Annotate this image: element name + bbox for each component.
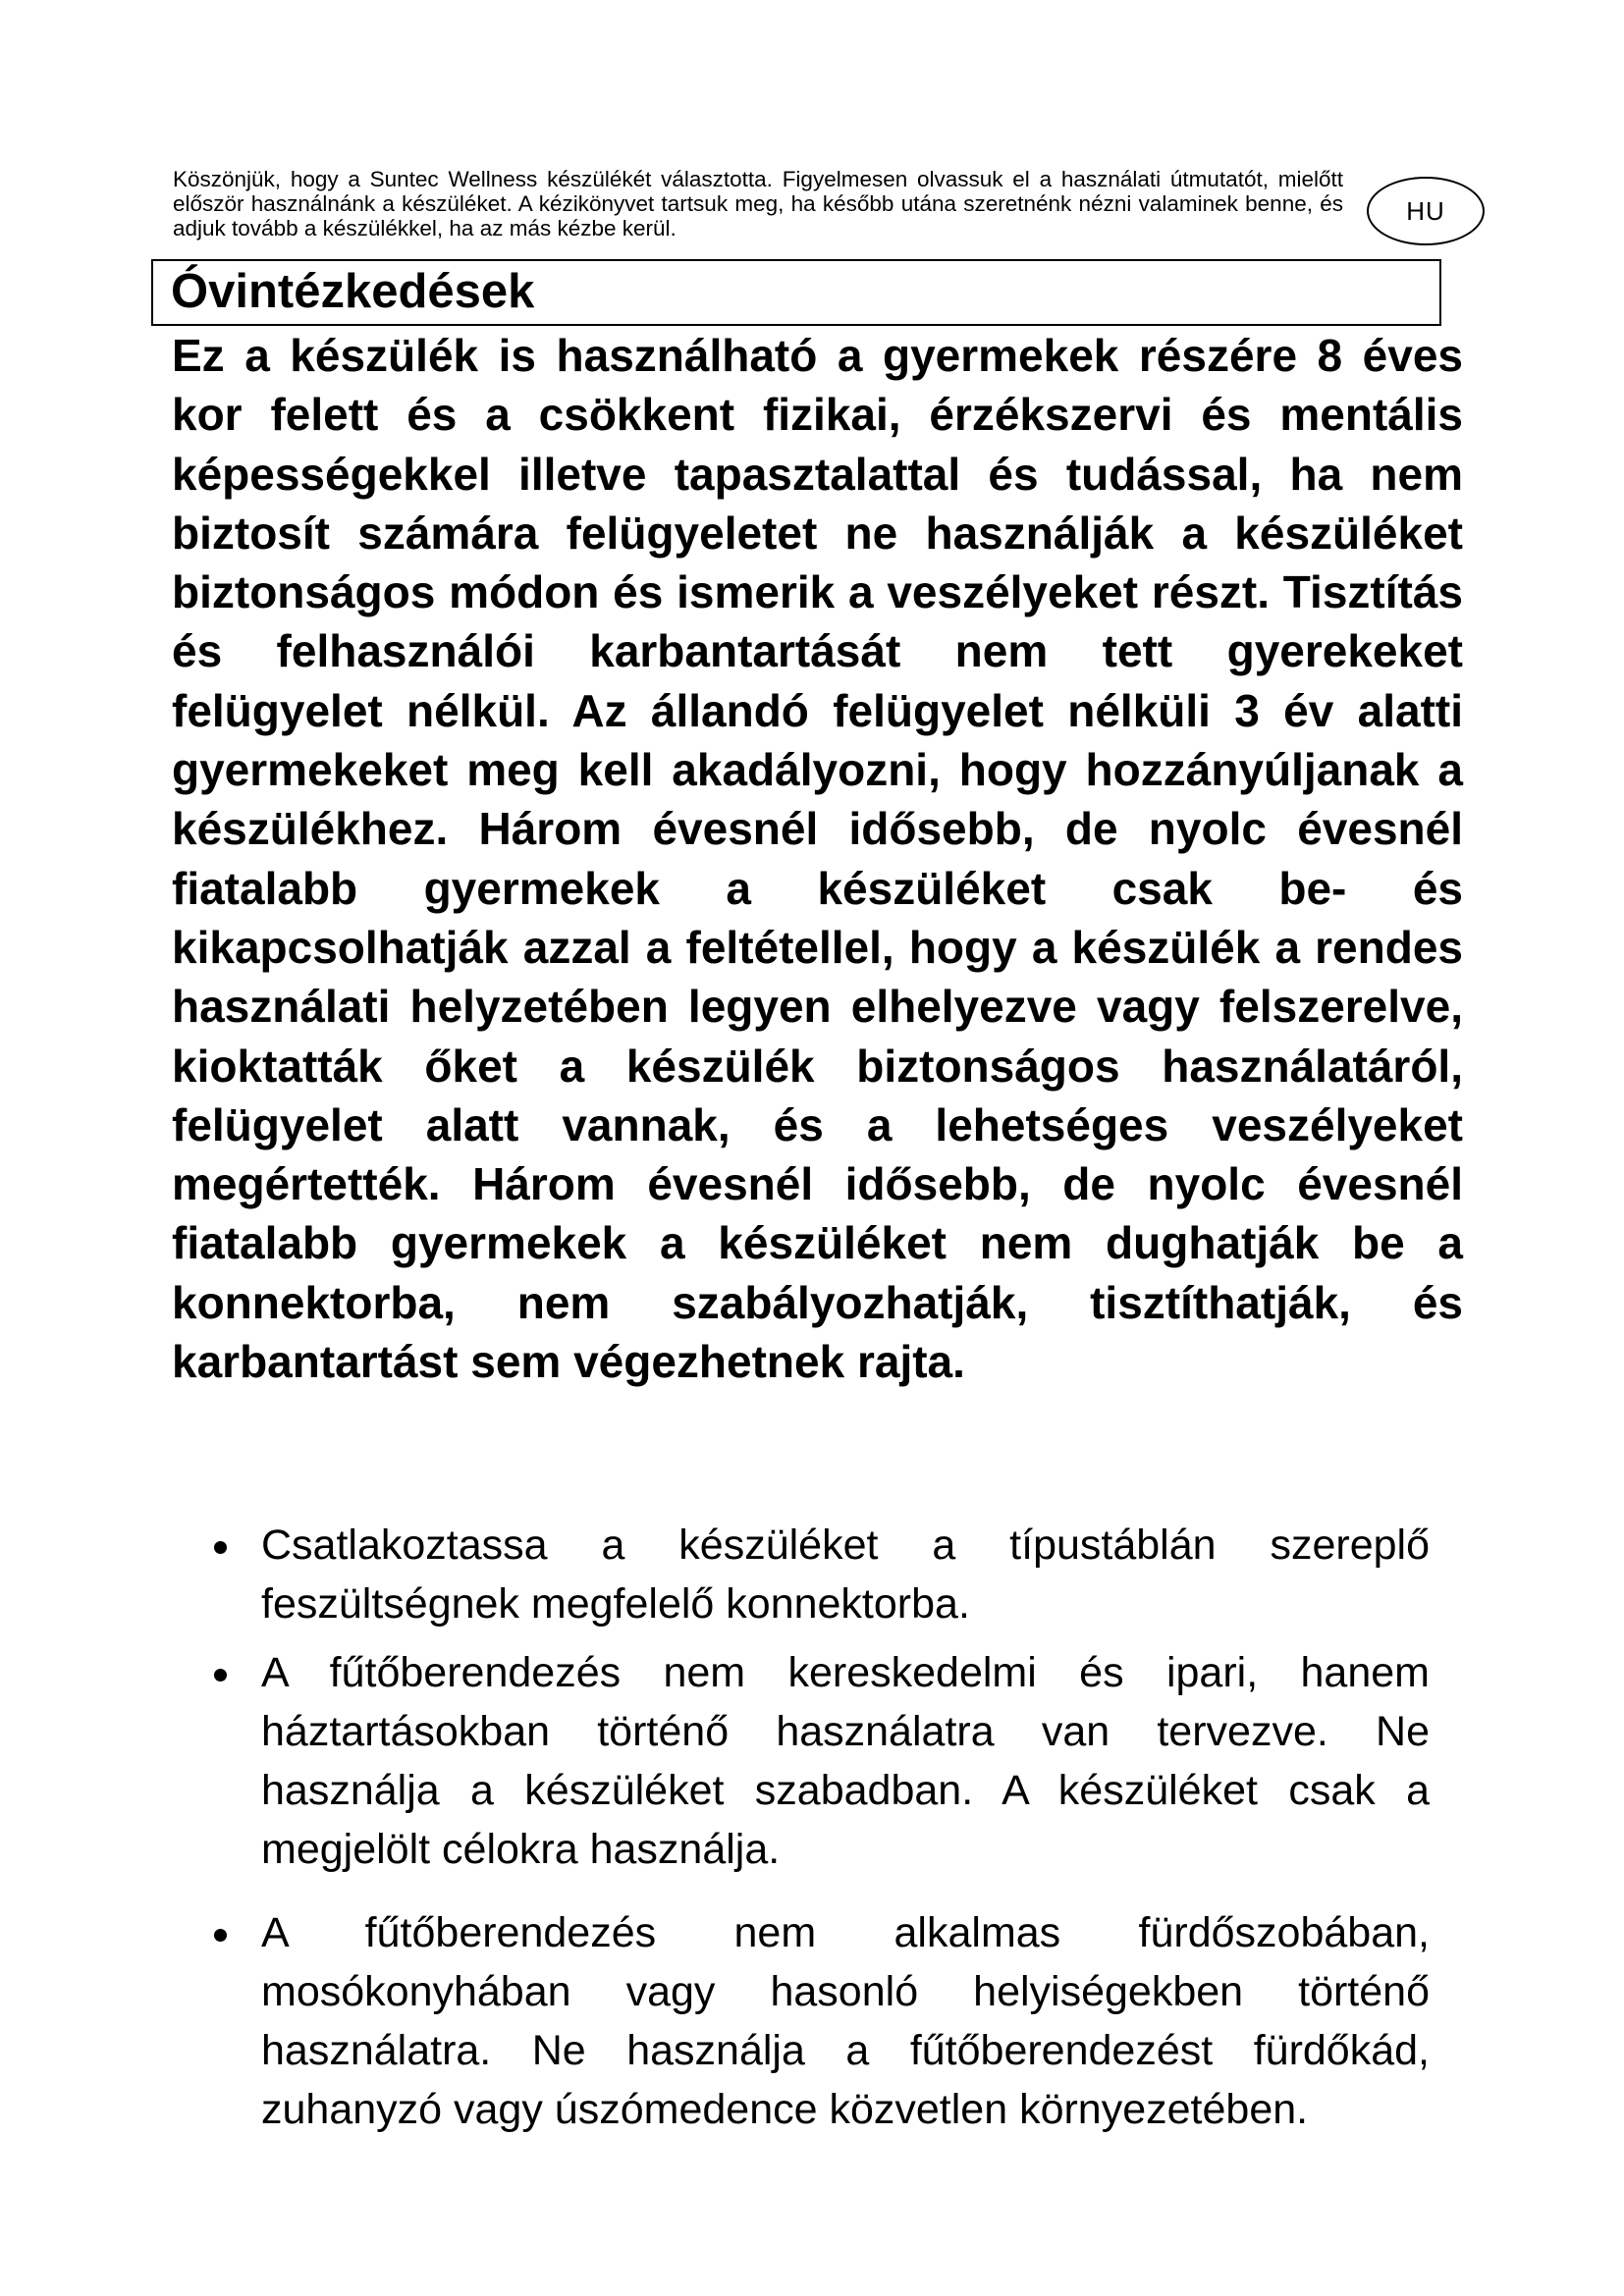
bullet-text: A fűtőberendezés nem alkalmas fürdőszobában, mosókonyhában vagy hasonló helyiségekben történő használatra. Ne használja a fűtőberendezést fürdőkád, zuhanyzó vagy úszómedence közvetlen környezetében. xyxy=(261,1909,1430,2133)
bullet-dot-icon xyxy=(214,1929,227,1942)
section-title: Óvintézkedések xyxy=(151,259,1441,326)
bullet-item xyxy=(202,1516,1430,1633)
intro-paragraph: Köszönjük, hogy a Suntec Wellness készülékét választotta. Figyelmesen olvassuk el a használati útmutatót, mielőtt először használnánk a készüléket. A kézikönyvet tartsuk meg, ha később utána szeretnénk nézni valaminek benne, és adjuk tovább a készülékkel, ha az más kézbe kerül. xyxy=(173,167,1343,240)
warning-paragraph: Ez a készülék is használható a gyermekek részére 8 éves kor felett és a csökkent fizikai, érzékszervi és mentális képességekkel illetve tapasztalattal és tudással, ha nem biztosít számára felügyeletet ne használják a készüléket biztonságos módon és ismerik a veszélyeket részt. Tisztítás és felhasználói karbantartását nem tett gyerekeket felügyelet nélkül. Az állandó felügyelet nélküli 3 év alatti gyermekeket meg kell akadályozni, hogy hozzányúljanak a készülékhez. Három évesnél idősebb, de nyolc évesnél fiatalabb gyermekek a készüléket csak be- és kikapcsolhatják azzal a feltétellel, hogy a készülék a rendes használati helyzetében legyen elhelyezve vagy felszerelve, kioktatták őket a készülék biztonságos használatáról, felügyelet alatt vannak, és a lehetséges veszélyeket megértették. Három évesnél idősebb, de nyolc évesnél fiatalabb gyermekek a készüléket nem dughatják be a konnektorba, nem szabályozhatják, tisztíthatják, és karbantartást sem végezhetnek rajta. xyxy=(172,330,1463,1388)
bullet-item xyxy=(202,1643,1430,1879)
bullet-text: Csatlakoztassa a készüléket a típustáblán szereplő feszültségnek megfelelő konnektorba. xyxy=(261,1522,1430,1628)
bullet-item xyxy=(202,1903,1430,2139)
safety-bullet-list xyxy=(202,1516,1430,2139)
bullet-dot-icon xyxy=(214,1541,227,1554)
bullet-text: A fűtőberendezés nem kereskedelmi és ipari, hanem háztartásokban történő használatra van tervezve. Ne használja a készüléket szabadban. A készüléket csak a megjelölt célokra használja. xyxy=(261,1649,1430,1873)
bullet-dot-icon xyxy=(214,1669,227,1682)
language-badge: HU xyxy=(1367,177,1485,245)
